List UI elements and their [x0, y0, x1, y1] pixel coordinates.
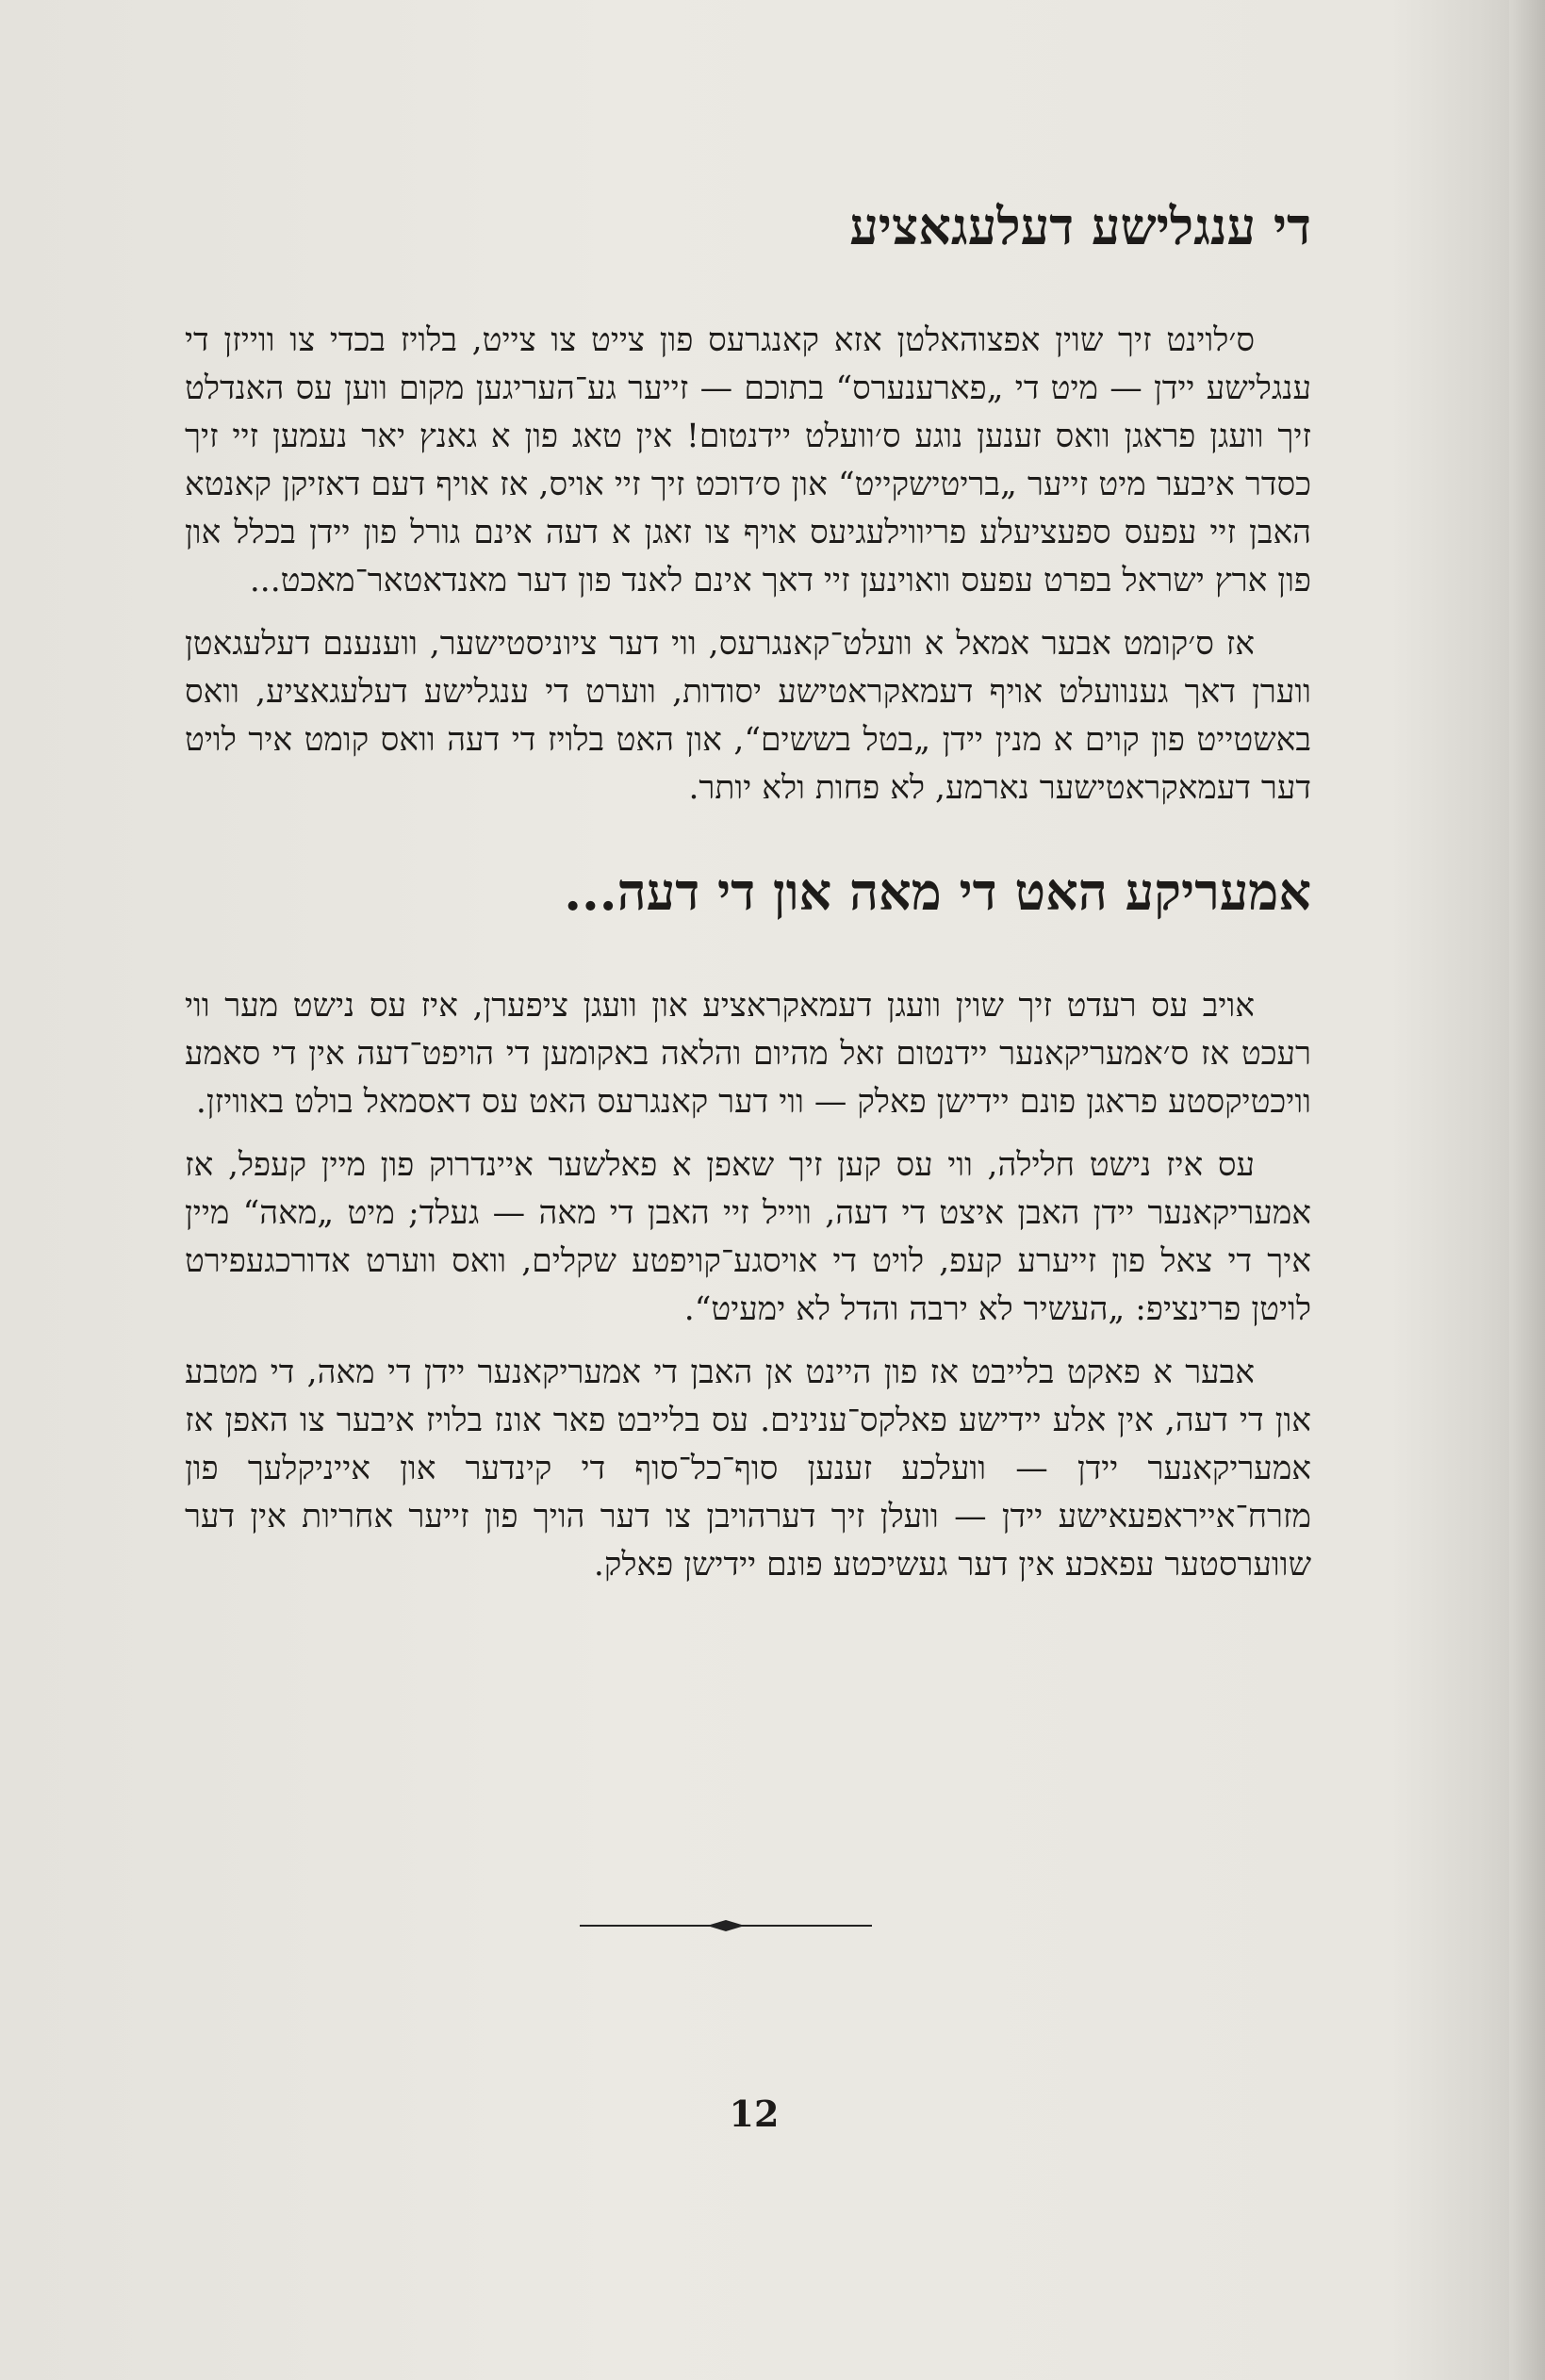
page-edge [1509, 0, 1545, 2380]
text-column [185, 189, 1311, 1604]
section-1-paragraph-2: אז ס׳קומט אבער אמאל א וועלט־קאנגרעס, ווי דער ציוניסטישער, ווענענם דעלעגאטן ווערן דאך גענוועלט אויף דעמאקראטישע יסודות, ווערט די ענגלישע דעלעגאציע, וואס באשטייט פון קוים א מנין יידן „בטל בששים“, און האט בלויז די דעה וואס קומט איר לויט דער דעמאקראטישער נארמע, לא פחות ולא יותר. [185, 625, 1311, 807]
section-2-heading: אמעריקע האט די מאה און די דעה... [564, 862, 1311, 922]
section-1-paragraph-1: ס׳לוינט זיך שוין אפצוהאלטן אזא קאנגרעס פון צייט צו צייט, בלויז בכדי צו ווייזן די ענגלישע יידן — מיט די „פארענערס“ בתוכם — זייער גע־העריגען מקום ווען עס האנדלט זיך וועגן פראגן וואס זענען נוגע ס׳וועלט יידנטום! אין טאג פון א גאנץ יאר נעמען זיי זיך כסדר איבער מיט זייער „בריטישקייט“ און ס׳דוכט זיך זיי אויס, אז אויף דעם דאזיקן קאנטא האבן זיי עפעס ספעציעלע פריווילעגיעס אויף צו זאגן א דעה אינם גורל פון יידן בכלל און פון ארץ ישראל בפרט עפעס וואוינען זיי דאך אינם לאנד פון דער מאנדאטאר־מאכט... [185, 321, 1311, 599]
section-1-heading: די ענגלישע דעלעגאציע [849, 196, 1311, 256]
section-2-paragraph-1: אויב עס רעדט זיך שוין וועגן דעמאקראציע און וועגן ציפערן, איז עס נישט מער ווי רעכט אז ס׳אמעריקאנער יידנטום זאל מהיום והלאה באקומען די הויפט־דעה אין די סאמע וויכטיקסטע פראגן פונם יידישן פאלק — ווי דער קאנגרעס האט עס דאסמאל בולט באוויזן. [185, 987, 1311, 1121]
section-2-paragraph-3: אבער א פאקט בלייבט אז פון היינט אן האבן די אמעריקאנער יידן די מאה, די מטבע און די דעה, אין אלע יידישע פאלקס־ענינים. עס בלייבט פאר אונז בלויז איבער צו האפן אז אמעריקאנער יידן — וועלכע זענען סוף־כל־סוף די קינדער און אייניקלעך פון מזרח־אייראפעאישע יידן — וועלן זיך דערהויבן צו דער הויך פון זייער אחריות אין דער שווערסטער עפאכע אין דער געשיכטע פונם יידישן פאלק. [185, 1354, 1311, 1584]
page-number: 12 [729, 2093, 780, 2135]
ornamental-divider [580, 1918, 872, 1933]
section-2-paragraph-2: עס איז נישט חלילה, ווי עס קען זיך שאפן א פאלשער איינדרוק פון מיין קעפל, אז אמעריקאנער יידן האבן איצט די דעה, ווייל זיי האבן די מאה — געלד; מיט „מאה“ מיין איך די צאל פון זייערע קעפ, לויט די אויסגע־קויפטע שקלים, וואס ווערט אדורכגעפירט לויטן פרינציפ: „העשיר לא ירבה והדל לא ימעיט“. [185, 1146, 1311, 1328]
